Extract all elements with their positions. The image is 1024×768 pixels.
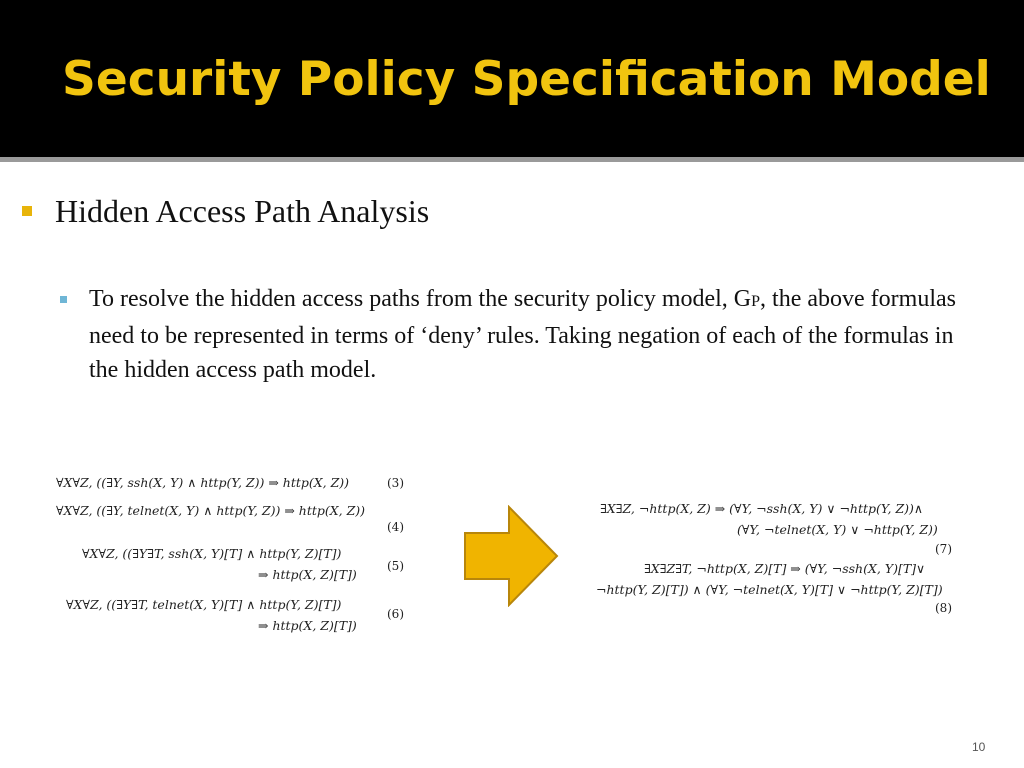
formula-7-line1: ∃X∃Z, ¬http(X, Z) ⇒ (∀Y, ¬ssh(X, Y) ∨ ¬http(Y, Z))∧ [600, 501, 924, 516]
page-number: 10 [972, 740, 986, 754]
sub-bullet-text [89, 282, 959, 387]
slide-title: Security Policy Specification Model [62, 52, 991, 107]
equation-number-7: (7) [935, 542, 952, 556]
formula-4: ∀X∀Z, ((∃Y, telnet(X, Y) ∧ http(Y, Z)) ⇒ http(X, Z)) [56, 503, 366, 518]
title-divider [0, 157, 1024, 162]
bullet-heading: Hidden Access Path Analysis [55, 193, 430, 229]
formula-6-line1: ∀X∀Z, ((∃Y∃T, telnet(X, Y)[T] ∧ http(Y, Z)[T]) [66, 597, 342, 612]
bullet-square-icon [22, 206, 32, 216]
formula-3: ∀X∀Z, ((∃Y, ssh(X, Y) ∧ http(Y, Z)) ⇒ http(X, Z)) [56, 475, 350, 490]
formula-6-line2: ⇒ http(X, Z)[T]) [258, 618, 357, 633]
right-arrow-icon [464, 505, 560, 607]
gp-subscript: P [751, 293, 761, 310]
sub-bullet-text-part2: , the above formulas need to be represented in terms of ‘deny’ rules. Taking negation of each of the formulas in the hidden access path model. [89, 286, 956, 383]
equation-number-6: (6) [387, 607, 404, 621]
equation-number-4: (4) [387, 520, 404, 534]
formula-5-line1: ∀X∀Z, ((∃Y∃T, ssh(X, Y)[T] ∧ http(Y, Z)[T]) [82, 546, 342, 561]
formula-5-line2: ⇒ http(X, Z)[T]) [258, 567, 357, 582]
formula-8-line1: ∃X∃Z∃T, ¬http(X, Z)[T] ⇒ (∀Y, ¬ssh(X, Y)[T]∨ [644, 561, 926, 576]
equation-number-5: (5) [387, 559, 404, 573]
formula-7-line2: (∀Y, ¬telnet(X, Y) ∨ ¬http(Y, Z)) [737, 522, 938, 537]
equation-number-3: (3) [387, 476, 404, 490]
sub-bullet-text-part1: To resolve the hidden access paths from the security policy model, G [89, 286, 752, 312]
formula-8-line2: ¬http(Y, Z)[T]) ∧ (∀Y, ¬telnet(X, Y)[T] ∨ ¬http(Y, Z)[T]) [596, 582, 943, 597]
sub-bullet-square-icon [60, 296, 67, 303]
equation-number-8: (8) [935, 601, 952, 615]
